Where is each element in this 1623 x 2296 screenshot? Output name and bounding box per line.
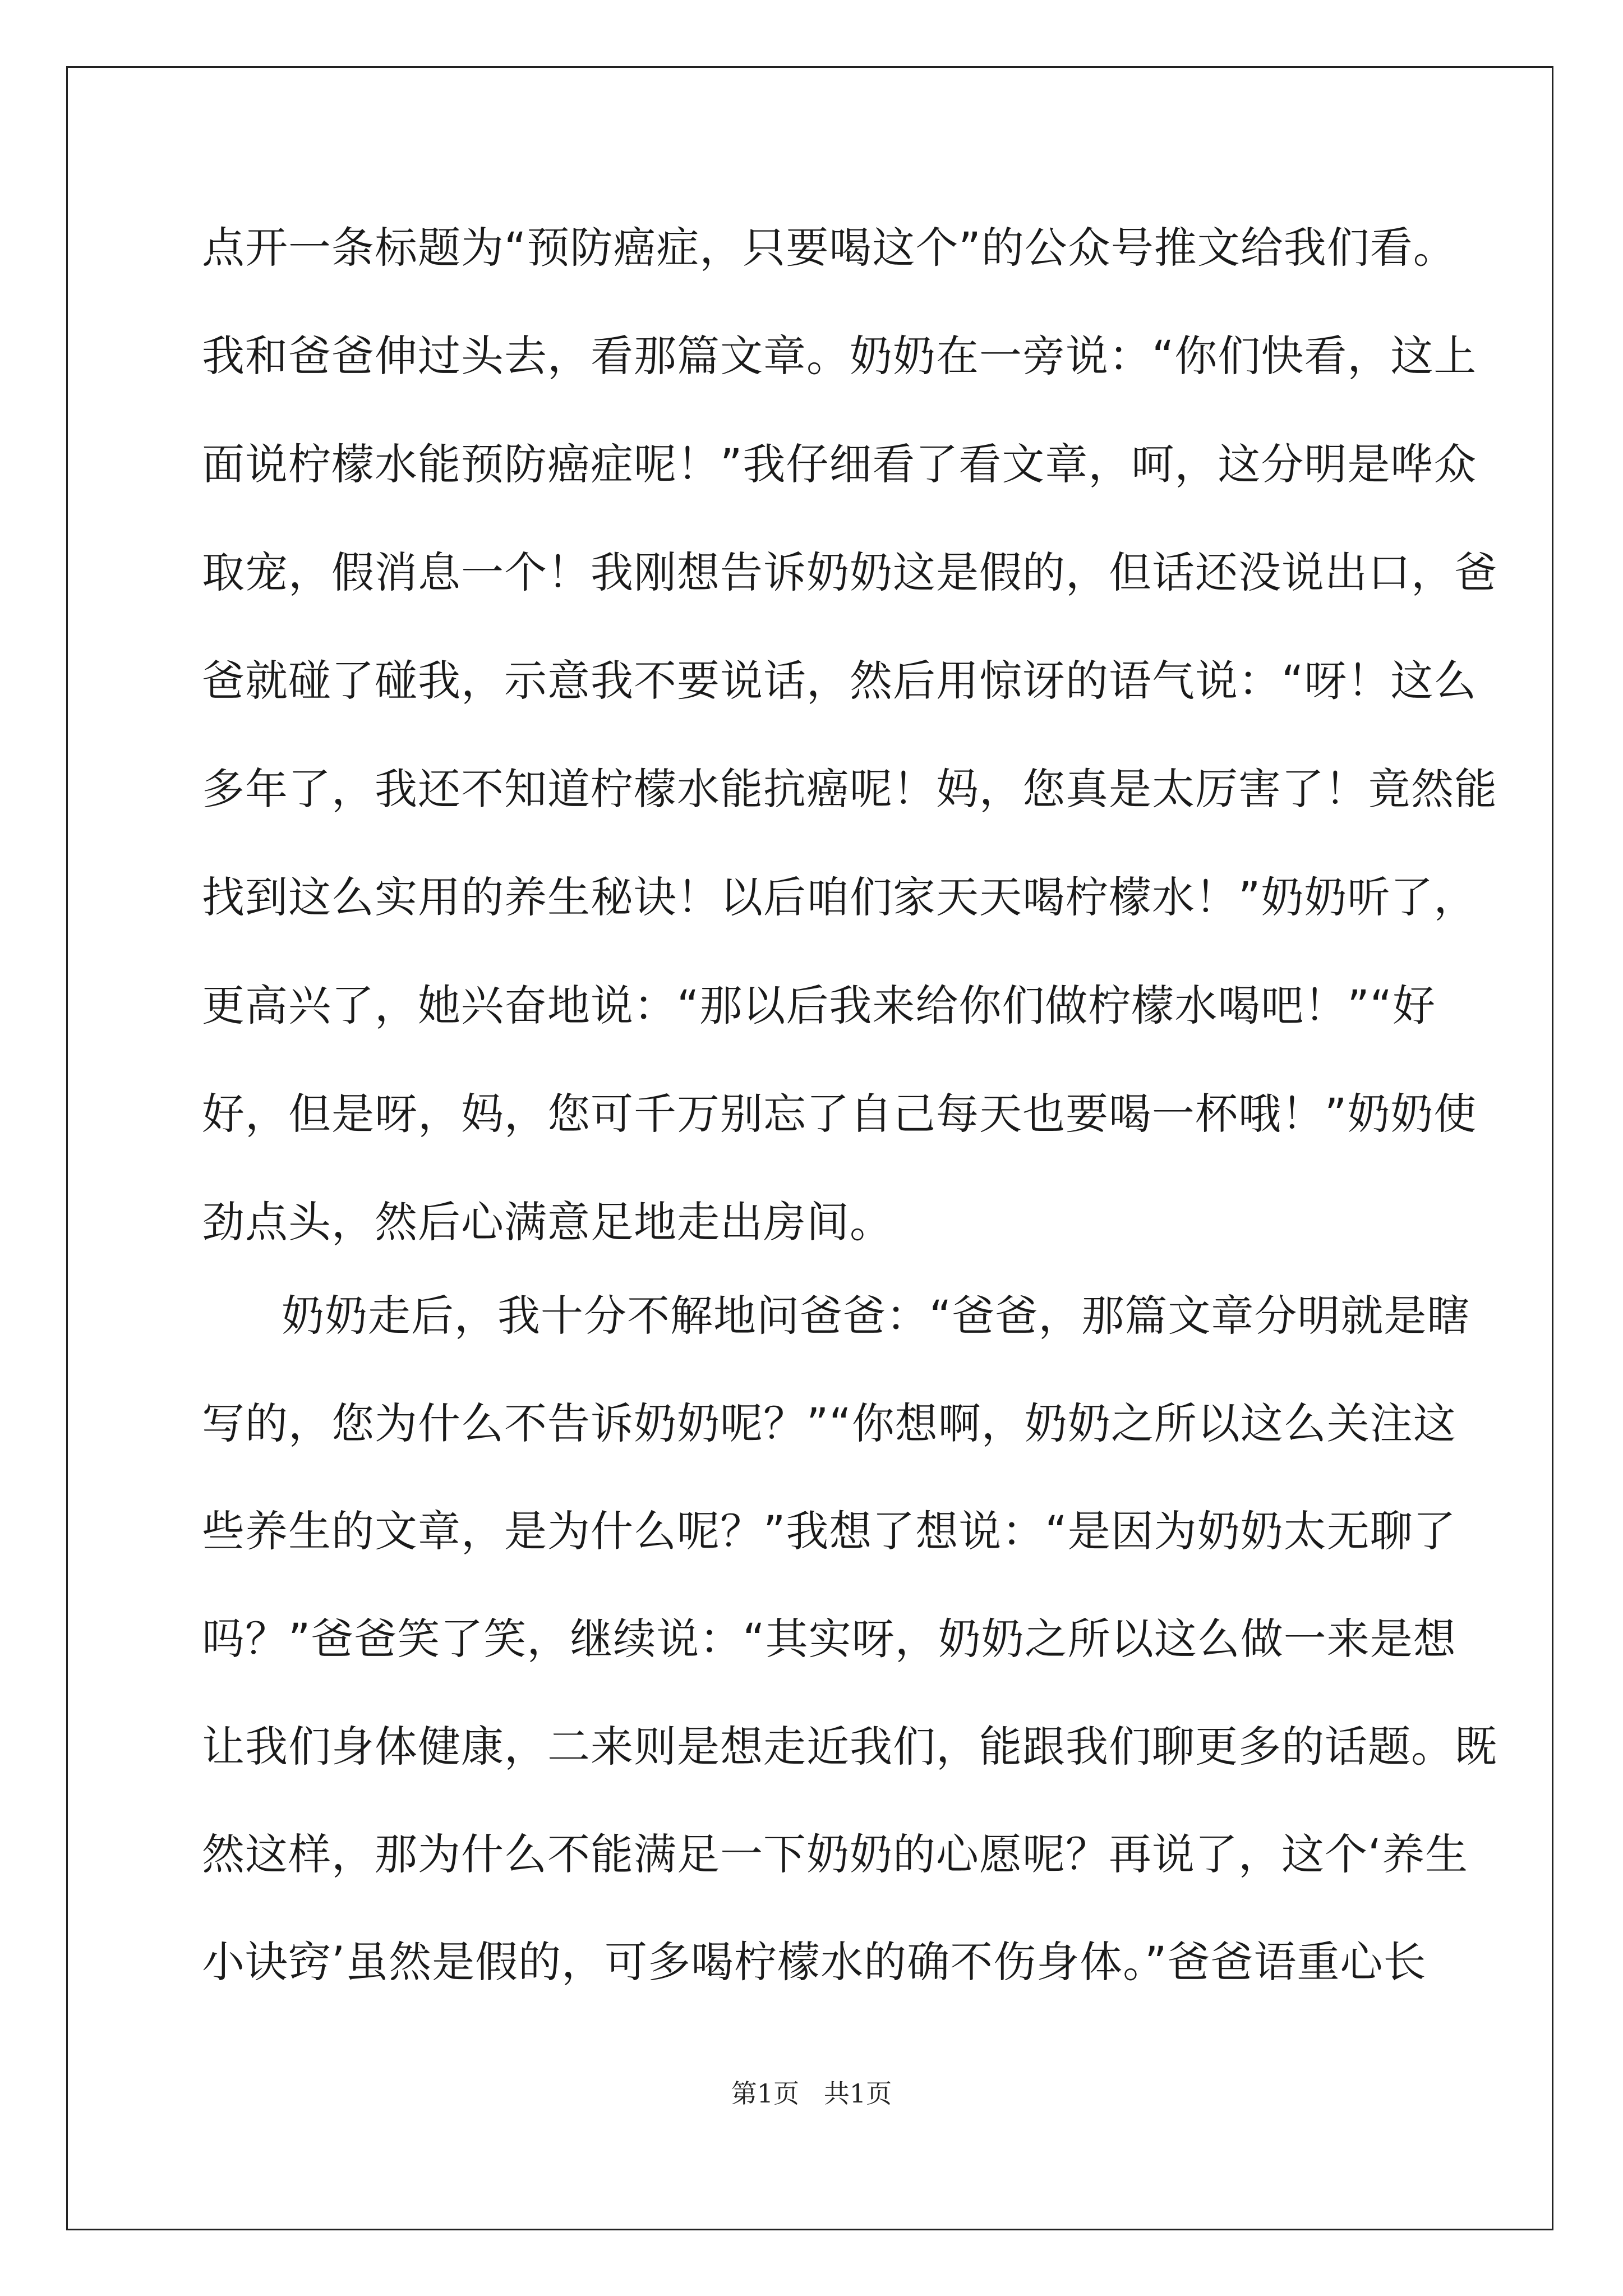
text-line: 小诀窍’虽然是假的，可多喝柠檬水的确不伤身体。”爸爸语重心长	[202, 1937, 1427, 1987]
text-line: 面说柠檬水能预防癌症呢！”我仔细看了看文章，呵，这分明是哗众	[202, 439, 1477, 489]
text-line: 然这样，那为什么不能满足一下奶奶的心愿呢？再说了，这个‘养生	[202, 1829, 1469, 1879]
text-line: 多年了，我还不知道柠檬水能抗癌呢！妈，您真是太厉害了！竟然能	[202, 764, 1497, 814]
page-footer	[0, 2077, 1623, 2110]
text-line: 找到这么实用的养生秘诀！以后咱们家天天喝柠檬水！”奶奶听了，	[202, 872, 1477, 922]
text-line: 让我们身体健康，二来则是想走近我们，能跟我们聊更多的话题。既	[202, 1722, 1497, 1772]
text-line: 我和爸爸伸过头去，看那篇文章。奶奶在一旁说：“你们快看，这上	[202, 331, 1477, 381]
text-line: 些养生的文章，是为什么呢？”我想了想说：“是因为奶奶太无聊了	[202, 1506, 1456, 1556]
text-line: 爸就碰了碰我，示意我不要说话，然后用惊讶的语气说：“呀！这么	[202, 656, 1477, 706]
text-line: 写的，您为什么不告诉奶奶呢？”“你想啊，奶奶之所以这么关注这	[202, 1398, 1456, 1448]
text-line: 点开一条标题为“预防癌症，只要喝这个”的公众号推文给我们看。	[202, 223, 1456, 273]
page-number: 第1页 共1页	[731, 2078, 892, 2109]
text-line: 更高兴了，她兴奋地说：“那以后我来给你们做柠檬水喝吧！”“好	[202, 981, 1436, 1030]
page-border	[66, 66, 1553, 2230]
text-line: 好，但是呀，妈，您可千万别忘了自己每天也要喝一杯哦！”奶奶使	[202, 1089, 1477, 1139]
text-line: 吗？”爸爸笑了笑，继续说：“其实呀，奶奶之所以这么做一来是想	[202, 1614, 1456, 1664]
text-line: 取宠，假消息一个！我刚想告诉奶奶这是假的，但话还没说出口，爸	[202, 547, 1497, 597]
paragraph-first-line: 奶奶走后，我十分不解地问爸爸：“爸爸，那篇文章分明就是瞎	[282, 1291, 1470, 1341]
text-line: 劲点头，然后心满意足地走出房间。	[202, 1197, 893, 1247]
